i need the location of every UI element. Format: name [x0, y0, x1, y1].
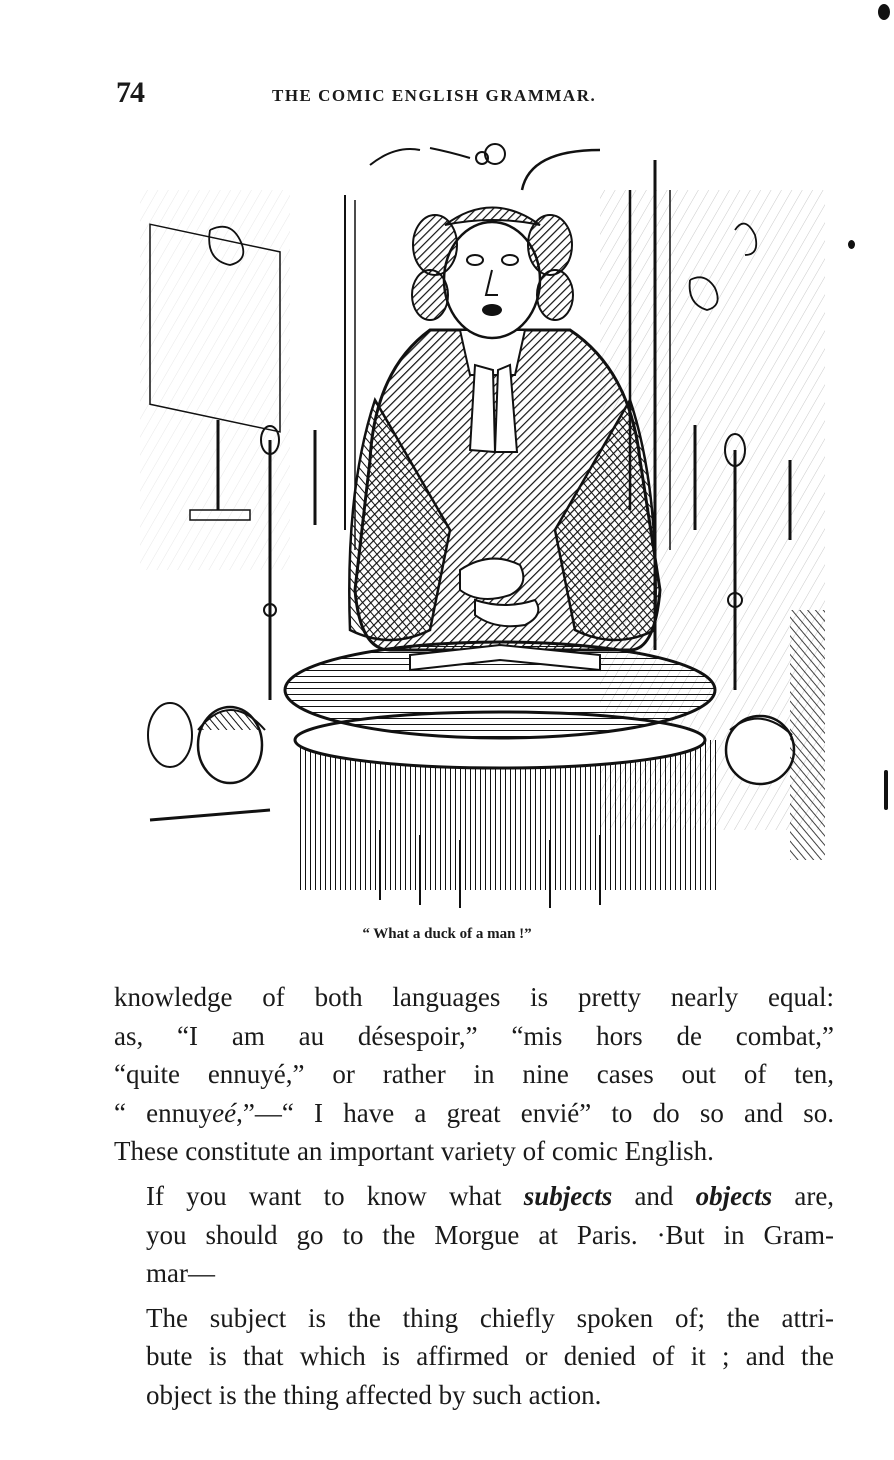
italic-word: objects — [695, 1180, 773, 1211]
figure-caption: “ What a duck of a man !” — [362, 926, 532, 942]
text-line: you should go to the Morgue at Paris. ·But in Gram- — [146, 1219, 834, 1250]
text-line — [114, 1177, 834, 1216]
text-fragment: “ ennuy — [114, 1097, 213, 1128]
paragraph — [114, 1299, 834, 1415]
italic-word: subjects — [523, 1180, 613, 1211]
text-fragment: and — [634, 1180, 674, 1211]
scan-speck — [878, 4, 890, 20]
page-number: 74 — [116, 76, 144, 109]
text-fragment: are, — [794, 1180, 835, 1211]
text-line: knowledge of both languages is pretty nearly equal: — [114, 982, 834, 1012]
paragraph — [114, 978, 834, 1171]
scan-speck — [848, 240, 855, 249]
text-line: mar— — [146, 1258, 215, 1289]
scan-speck — [884, 770, 888, 810]
text-line: “quite ennuyé,” or rather in nine cases out of ten, — [114, 1059, 834, 1090]
text-line: object is the thing affected by such action. — [146, 1379, 602, 1410]
italic-word: eé — [212, 1097, 237, 1128]
text-line: as, “I am au désespoir,” “mis hors de combat,” — [114, 1020, 834, 1051]
text-line: These constitute an important variety of comic English. — [114, 1136, 714, 1167]
text-line: The subject is the thing chiefly spoken of; the attri- — [146, 1302, 834, 1333]
engraving-illustration — [130, 130, 830, 910]
text-line: bute is that which is affirmed or denied of it ; and the — [146, 1341, 834, 1372]
text-fragment: ,”—“ I have a great envié” to do so and so. — [236, 1097, 834, 1128]
paragraph — [114, 1177, 834, 1293]
running-title: THE COMIC ENGLISH GRAMMAR. — [272, 86, 597, 105]
text-fragment: If you want to know what — [146, 1180, 502, 1211]
text-line — [114, 1094, 834, 1133]
body-text — [114, 978, 834, 1415]
